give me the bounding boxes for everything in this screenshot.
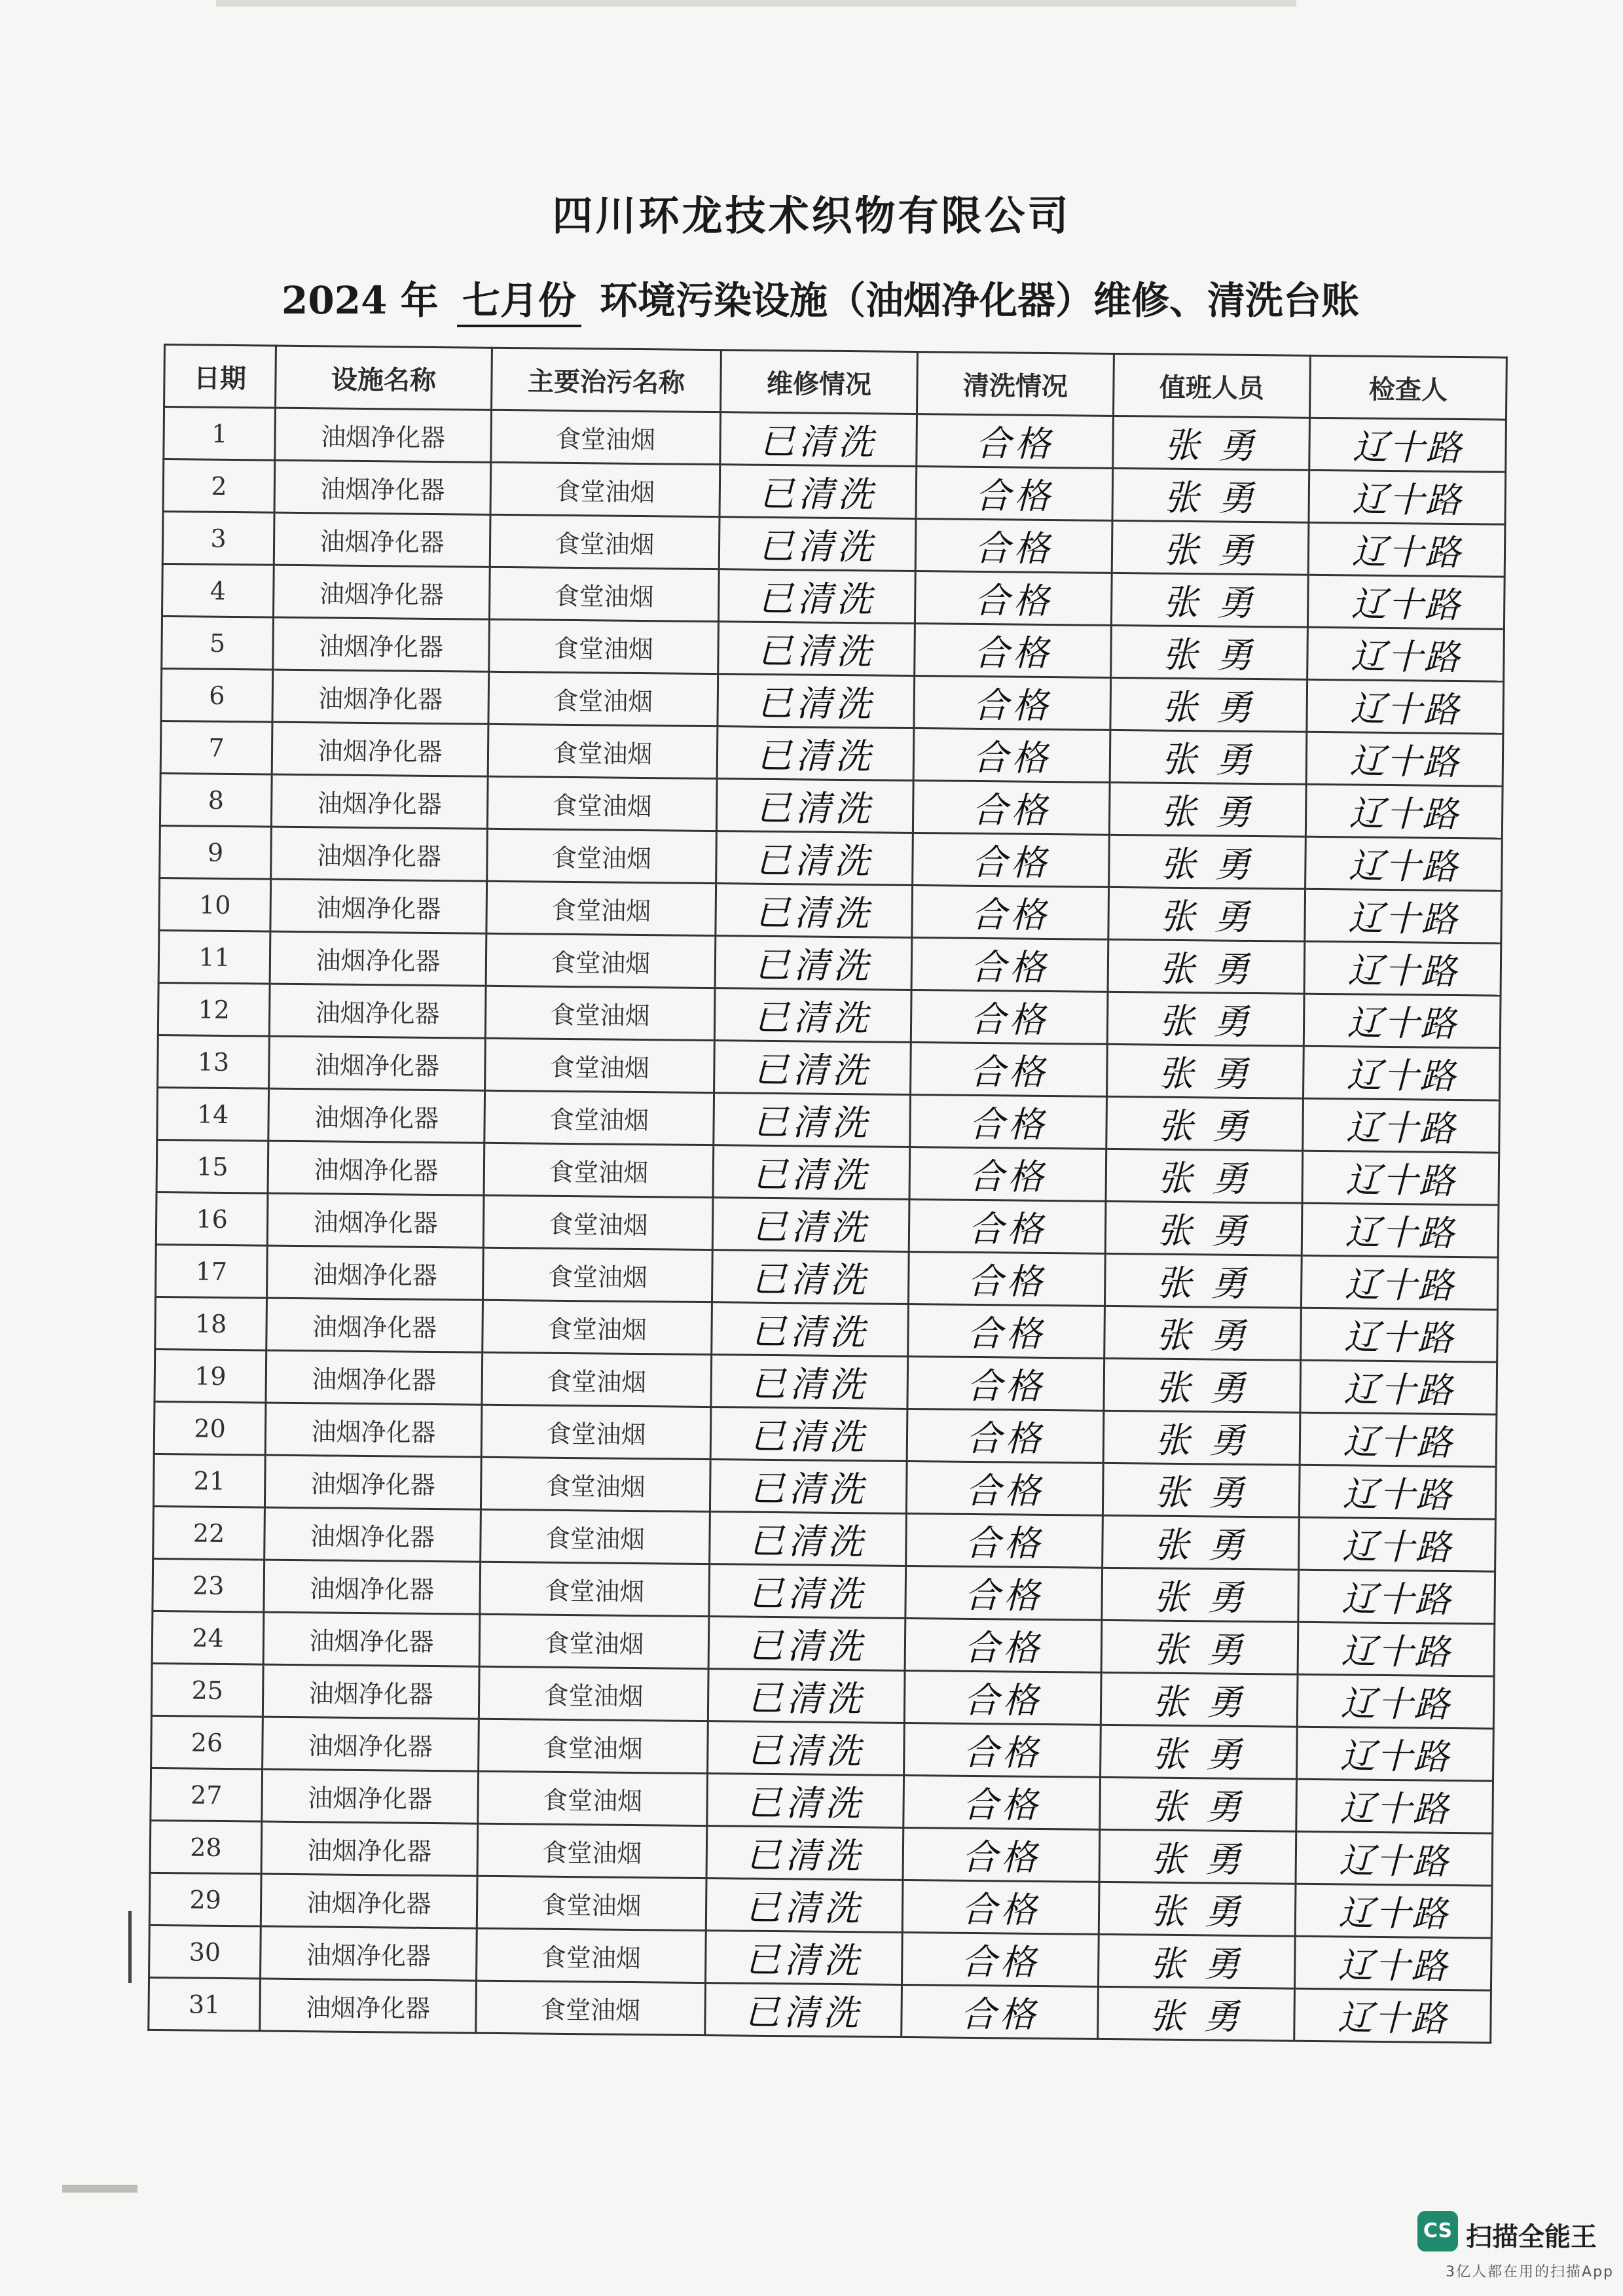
cell-inspector: 辽十路 bbox=[1298, 1570, 1495, 1624]
cell-pollutant: 食堂油烟 bbox=[487, 776, 717, 831]
column-header-pollutant: 主要治污名称 bbox=[492, 348, 721, 412]
cell-facility: 油烟净化器 bbox=[263, 1612, 480, 1666]
cell-inspector: 辽十路 bbox=[1305, 784, 1503, 838]
cell-duty: 张 勇 bbox=[1109, 782, 1306, 836]
cell-repair: 已清洗 bbox=[710, 1512, 907, 1566]
cell-repair: 已清洗 bbox=[709, 1564, 906, 1619]
cell-cleaning: 合格 bbox=[903, 1827, 1100, 1882]
cell-repair: 已清洗 bbox=[706, 1878, 903, 1933]
column-header-inspector: 检查人 bbox=[1309, 355, 1506, 420]
cell-duty: 张 勇 bbox=[1106, 1149, 1303, 1203]
cell-duty: 张 勇 bbox=[1105, 1201, 1302, 1255]
column-header-facility: 设施名称 bbox=[276, 346, 492, 410]
cell-inspector: 辽十路 bbox=[1306, 732, 1503, 786]
cell-duty: 张 勇 bbox=[1101, 1725, 1298, 1779]
cell-inspector: 辽十路 bbox=[1305, 889, 1502, 943]
ledger-year: 2024 年 bbox=[282, 278, 439, 323]
cell-facility: 油烟净化器 bbox=[271, 774, 488, 829]
cell-date: 27 bbox=[151, 1768, 263, 1821]
cell-facility: 油烟净化器 bbox=[270, 879, 487, 933]
cell-cleaning: 合格 bbox=[902, 1932, 1099, 1986]
cell-duty: 张 勇 bbox=[1113, 416, 1310, 470]
cell-pollutant: 食堂油烟 bbox=[489, 567, 719, 621]
cell-date: 13 bbox=[158, 1035, 270, 1088]
cell-repair: 已清洗 bbox=[718, 622, 915, 676]
bottom-edge-smudge bbox=[62, 2185, 137, 2193]
cell-duty: 张 勇 bbox=[1112, 468, 1309, 522]
cell-facility: 油烟净化器 bbox=[265, 1403, 482, 1457]
cell-inspector: 辽十路 bbox=[1295, 1884, 1492, 1938]
cell-inspector: 辽十路 bbox=[1300, 1360, 1497, 1414]
cell-cleaning: 合格 bbox=[907, 1356, 1104, 1410]
cell-inspector: 辽十路 bbox=[1296, 1831, 1493, 1886]
cell-cleaning: 合格 bbox=[902, 1880, 1099, 1934]
cell-duty: 张 勇 bbox=[1103, 1410, 1300, 1465]
cell-cleaning: 合格 bbox=[904, 1723, 1101, 1777]
cell-pollutant: 食堂油烟 bbox=[491, 410, 721, 464]
cell-cleaning: 合格 bbox=[909, 1199, 1106, 1253]
cell-pollutant: 食堂油烟 bbox=[477, 1876, 706, 1930]
cell-facility: 油烟净化器 bbox=[270, 931, 486, 986]
cell-date: 10 bbox=[159, 878, 271, 931]
cell-cleaning: 合格 bbox=[913, 781, 1110, 835]
cell-repair: 已清洗 bbox=[717, 726, 914, 781]
cell-pollutant: 食堂油烟 bbox=[483, 1195, 713, 1249]
cell-pollutant: 食堂油烟 bbox=[485, 986, 715, 1040]
cell-duty: 张 勇 bbox=[1099, 1882, 1296, 1936]
cell-duty: 张 勇 bbox=[1107, 992, 1304, 1046]
column-header-duty: 值班人员 bbox=[1114, 353, 1311, 418]
cell-cleaning: 合格 bbox=[917, 414, 1114, 469]
cell-cleaning: 合格 bbox=[906, 1513, 1103, 1568]
cell-facility: 油烟净化器 bbox=[268, 1141, 484, 1195]
ledger-body bbox=[149, 407, 1506, 2043]
margin-mark bbox=[128, 1911, 132, 1983]
cell-inspector: 辽十路 bbox=[1302, 1203, 1499, 1257]
cell-cleaning: 合格 bbox=[903, 1775, 1101, 1829]
cell-facility: 油烟净化器 bbox=[263, 1717, 479, 1771]
cell-pollutant: 食堂油烟 bbox=[479, 1614, 709, 1668]
cell-cleaning: 合格 bbox=[908, 1251, 1105, 1306]
cell-pollutant: 食堂油烟 bbox=[484, 1090, 714, 1145]
cell-pollutant: 食堂油烟 bbox=[489, 619, 719, 673]
cell-date: 24 bbox=[152, 1611, 264, 1664]
cell-date: 18 bbox=[155, 1297, 267, 1350]
cell-inspector: 辽十路 bbox=[1302, 1151, 1499, 1205]
cell-facility: 油烟净化器 bbox=[272, 670, 489, 724]
cell-inspector: 辽十路 bbox=[1305, 836, 1503, 891]
cell-cleaning: 合格 bbox=[911, 990, 1108, 1045]
cell-cleaning: 合格 bbox=[911, 1043, 1108, 1097]
cell-duty: 张 勇 bbox=[1099, 1829, 1296, 1884]
cell-date: 20 bbox=[154, 1401, 266, 1455]
cell-facility: 油烟净化器 bbox=[264, 1560, 481, 1614]
cell-date: 15 bbox=[156, 1139, 268, 1193]
cell-cleaning: 合格 bbox=[916, 467, 1113, 521]
cell-duty: 张 勇 bbox=[1108, 939, 1305, 994]
cell-date: 5 bbox=[162, 616, 274, 670]
cell-facility: 油烟净化器 bbox=[264, 1507, 481, 1562]
cell-repair: 已清洗 bbox=[705, 1931, 902, 1985]
cell-inspector: 辽十路 bbox=[1304, 994, 1501, 1048]
cell-cleaning: 合格 bbox=[912, 886, 1109, 940]
cell-inspector: 辽十路 bbox=[1308, 522, 1505, 577]
cell-date: 29 bbox=[149, 1873, 261, 1926]
cell-duty: 张 勇 bbox=[1103, 1463, 1300, 1517]
cell-duty: 张 勇 bbox=[1098, 1934, 1295, 1988]
cell-pollutant: 食堂油烟 bbox=[490, 514, 720, 569]
cell-facility: 油烟净化器 bbox=[263, 1664, 479, 1719]
cell-cleaning: 合格 bbox=[915, 571, 1112, 626]
cell-cleaning: 合格 bbox=[915, 519, 1112, 573]
scanner-tagline: 3亿人都在用的扫描App bbox=[1446, 2264, 1614, 2280]
cell-date: 26 bbox=[151, 1715, 263, 1769]
cell-facility: 油烟净化器 bbox=[273, 565, 490, 619]
ledger-title-text: 环境污染设施（油烟净化器）维修、清洗台账 bbox=[600, 278, 1360, 323]
cell-repair: 已清洗 bbox=[711, 1355, 908, 1409]
ledger-title bbox=[282, 270, 1460, 327]
cell-facility: 油烟净化器 bbox=[262, 1769, 479, 1823]
cell-date: 30 bbox=[149, 1925, 261, 1979]
cell-date: 8 bbox=[160, 773, 272, 827]
ledger-table bbox=[147, 344, 1508, 2044]
cell-pollutant: 食堂油烟 bbox=[479, 1666, 708, 1721]
cell-date: 9 bbox=[160, 825, 272, 879]
cell-duty: 张 勇 bbox=[1109, 834, 1306, 889]
cell-pollutant: 食堂油烟 bbox=[483, 1300, 712, 1354]
cell-facility: 油烟净化器 bbox=[264, 1455, 481, 1509]
cell-pollutant: 食堂油烟 bbox=[481, 1405, 711, 1459]
cell-duty: 张 勇 bbox=[1111, 573, 1308, 627]
cell-repair: 已清洗 bbox=[718, 569, 915, 624]
cell-duty: 张 勇 bbox=[1098, 1986, 1295, 2041]
cell-inspector: 辽十路 bbox=[1301, 1308, 1498, 1362]
cell-facility: 油烟净化器 bbox=[266, 1298, 483, 1352]
cell-duty: 张 勇 bbox=[1111, 625, 1308, 679]
cell-inspector: 辽十路 bbox=[1297, 1727, 1494, 1781]
top-edge-smudge bbox=[216, 0, 1296, 7]
cell-cleaning: 合格 bbox=[907, 1408, 1104, 1463]
ledger-month: 七月份 bbox=[457, 270, 581, 327]
cell-duty: 张 勇 bbox=[1108, 887, 1305, 941]
column-header-cleaning: 清洗情况 bbox=[917, 352, 1114, 416]
cell-repair: 已清洗 bbox=[718, 674, 915, 728]
cell-inspector: 辽十路 bbox=[1298, 1622, 1495, 1676]
cell-duty: 张 勇 bbox=[1104, 1306, 1302, 1360]
cell-repair: 已清洗 bbox=[708, 1669, 905, 1723]
cell-facility: 油烟净化器 bbox=[273, 617, 490, 672]
cell-cleaning: 合格 bbox=[911, 938, 1108, 992]
cell-pollutant: 食堂油烟 bbox=[477, 1823, 707, 1878]
cell-cleaning: 合格 bbox=[909, 1147, 1106, 1201]
cell-inspector: 辽十路 bbox=[1297, 1674, 1494, 1729]
cell-repair: 已清洗 bbox=[720, 465, 917, 519]
cell-facility: 油烟净化器 bbox=[271, 827, 488, 881]
cell-date: 3 bbox=[162, 512, 274, 565]
cell-inspector: 辽十路 bbox=[1299, 1465, 1496, 1519]
cell-cleaning: 合格 bbox=[905, 1566, 1103, 1620]
cell-pollutant: 食堂油烟 bbox=[486, 933, 716, 988]
scanner-logo-icon: CS bbox=[1417, 2211, 1458, 2251]
cell-pollutant: 食堂油烟 bbox=[481, 1509, 710, 1564]
cell-duty: 张 勇 bbox=[1104, 1253, 1302, 1308]
cell-pollutant: 食堂油烟 bbox=[477, 1928, 706, 1982]
cell-date: 16 bbox=[156, 1192, 268, 1246]
cell-inspector: 辽十路 bbox=[1294, 1988, 1491, 2043]
cell-date: 14 bbox=[157, 1087, 269, 1141]
cell-inspector: 辽十路 bbox=[1294, 1936, 1491, 1990]
cell-cleaning: 合格 bbox=[913, 833, 1110, 888]
cell-repair: 已清洗 bbox=[712, 1198, 909, 1252]
cell-repair: 已清洗 bbox=[716, 779, 913, 833]
cell-repair: 已清洗 bbox=[710, 1407, 907, 1462]
cell-duty: 张 勇 bbox=[1112, 520, 1309, 575]
cell-repair: 已清洗 bbox=[712, 1250, 909, 1304]
cell-pollutant: 食堂油烟 bbox=[476, 1981, 706, 2035]
column-header-date: 日期 bbox=[164, 345, 276, 408]
scanner-watermark bbox=[1417, 2211, 1614, 2283]
cell-facility: 油烟净化器 bbox=[274, 512, 490, 567]
cell-facility: 油烟净化器 bbox=[261, 1821, 478, 1876]
cell-pollutant: 食堂油烟 bbox=[484, 1143, 714, 1197]
cell-repair: 已清洗 bbox=[707, 1774, 904, 1828]
cell-date: 4 bbox=[162, 564, 274, 617]
cell-duty: 张 勇 bbox=[1110, 730, 1307, 784]
cell-pollutant: 食堂油烟 bbox=[483, 1247, 712, 1302]
cell-facility: 油烟净化器 bbox=[269, 1036, 486, 1090]
cell-facility: 油烟净化器 bbox=[274, 460, 491, 514]
cell-inspector: 辽十路 bbox=[1296, 1779, 1493, 1833]
cell-pollutant: 食堂油烟 bbox=[481, 1457, 710, 1511]
cell-repair: 已清洗 bbox=[710, 1460, 907, 1514]
cell-date: 19 bbox=[155, 1349, 266, 1403]
cell-date: 17 bbox=[156, 1244, 268, 1298]
cell-facility: 油烟净化器 bbox=[261, 1926, 477, 1981]
cell-pollutant: 食堂油烟 bbox=[488, 672, 718, 726]
cell-facility: 油烟净化器 bbox=[267, 1193, 484, 1247]
cell-inspector: 辽十路 bbox=[1307, 575, 1504, 629]
cell-facility: 油烟净化器 bbox=[266, 1350, 483, 1405]
cell-facility: 油烟净化器 bbox=[261, 1874, 477, 1928]
cell-pollutant: 食堂油烟 bbox=[479, 1719, 708, 1773]
cell-date: 2 bbox=[163, 459, 275, 513]
column-header-repair: 维修情况 bbox=[721, 350, 918, 414]
cell-date: 25 bbox=[151, 1663, 263, 1717]
cell-date: 28 bbox=[150, 1820, 262, 1874]
cell-inspector: 辽十路 bbox=[1304, 941, 1501, 996]
cell-cleaning: 合格 bbox=[908, 1304, 1105, 1358]
cell-duty: 张 勇 bbox=[1104, 1358, 1301, 1412]
cell-duty: 张 勇 bbox=[1101, 1672, 1298, 1727]
cell-repair: 已清洗 bbox=[714, 1093, 911, 1147]
cell-repair: 已清洗 bbox=[720, 412, 917, 467]
cell-pollutant: 食堂油烟 bbox=[488, 724, 718, 778]
cell-duty: 张 勇 bbox=[1103, 1515, 1300, 1570]
cell-pollutant: 食堂油烟 bbox=[485, 1038, 715, 1092]
cell-date: 11 bbox=[158, 930, 270, 984]
cell-duty: 张 勇 bbox=[1107, 1044, 1304, 1098]
cell-repair: 已清洗 bbox=[705, 1983, 902, 2037]
cell-pollutant: 食堂油烟 bbox=[486, 881, 716, 935]
cell-inspector: 辽十路 bbox=[1301, 1255, 1498, 1310]
scanner-app-name: 扫描全能王 bbox=[1466, 2222, 1597, 2252]
cell-date: 23 bbox=[153, 1558, 264, 1612]
cell-repair: 已清洗 bbox=[716, 884, 913, 938]
cell-inspector: 辽十路 bbox=[1299, 1517, 1496, 1571]
cell-repair: 已清洗 bbox=[708, 1721, 905, 1776]
company-title: 四川环龙技术织物有限公司 bbox=[552, 192, 1071, 240]
cell-cleaning: 合格 bbox=[915, 624, 1112, 678]
cell-facility: 油烟净化器 bbox=[272, 722, 488, 776]
cell-repair: 已清洗 bbox=[712, 1302, 909, 1357]
cell-date: 21 bbox=[153, 1454, 265, 1507]
cell-facility: 油烟净化器 bbox=[260, 1979, 477, 2033]
cell-repair: 已清洗 bbox=[716, 831, 913, 886]
cell-pollutant: 食堂油烟 bbox=[490, 462, 720, 516]
cell-repair: 已清洗 bbox=[714, 1041, 911, 1095]
cell-facility: 油烟净化器 bbox=[268, 1088, 485, 1143]
cell-date: 7 bbox=[160, 721, 272, 774]
cell-pollutant: 食堂油烟 bbox=[480, 1562, 710, 1616]
cell-facility: 油烟净化器 bbox=[267, 1246, 484, 1300]
cell-date: 1 bbox=[164, 407, 276, 461]
cell-inspector: 辽十路 bbox=[1307, 679, 1504, 734]
cell-cleaning: 合格 bbox=[905, 1618, 1102, 1672]
cell-duty: 张 勇 bbox=[1110, 677, 1307, 732]
cell-date: 31 bbox=[149, 1977, 261, 2031]
cell-repair: 已清洗 bbox=[714, 988, 911, 1043]
cell-repair: 已清洗 bbox=[708, 1617, 905, 1671]
cell-duty: 张 勇 bbox=[1106, 1096, 1304, 1151]
cell-inspector: 辽十路 bbox=[1309, 418, 1506, 472]
cell-cleaning: 合格 bbox=[904, 1670, 1101, 1725]
cell-pollutant: 食堂油烟 bbox=[487, 829, 717, 883]
cell-inspector: 辽十路 bbox=[1303, 1098, 1500, 1153]
cell-cleaning: 合格 bbox=[902, 1984, 1099, 2039]
cell-pollutant: 食堂油烟 bbox=[478, 1771, 708, 1825]
cell-repair: 已清洗 bbox=[719, 517, 916, 571]
cell-inspector: 辽十路 bbox=[1307, 627, 1504, 681]
cell-repair: 已清洗 bbox=[715, 936, 912, 990]
cell-inspector: 辽十路 bbox=[1300, 1412, 1497, 1467]
cell-repair: 已清洗 bbox=[713, 1145, 910, 1200]
cell-duty: 张 勇 bbox=[1100, 1777, 1297, 1831]
cell-facility: 油烟净化器 bbox=[275, 408, 492, 462]
cell-facility: 油烟净化器 bbox=[269, 984, 486, 1038]
cell-inspector: 辽十路 bbox=[1304, 1046, 1501, 1100]
cell-cleaning: 合格 bbox=[913, 728, 1110, 783]
cell-cleaning: 合格 bbox=[906, 1461, 1103, 1515]
cell-pollutant: 食堂油烟 bbox=[482, 1352, 712, 1407]
cell-inspector: 辽十路 bbox=[1309, 470, 1506, 524]
cell-date: 6 bbox=[161, 668, 273, 722]
cell-cleaning: 合格 bbox=[910, 1095, 1107, 1149]
cell-repair: 已清洗 bbox=[706, 1826, 903, 1880]
cell-duty: 张 勇 bbox=[1101, 1620, 1298, 1674]
cell-duty: 张 勇 bbox=[1102, 1568, 1299, 1622]
cell-cleaning: 合格 bbox=[914, 676, 1111, 730]
cell-date: 22 bbox=[153, 1506, 265, 1560]
cell-date: 12 bbox=[158, 982, 270, 1036]
